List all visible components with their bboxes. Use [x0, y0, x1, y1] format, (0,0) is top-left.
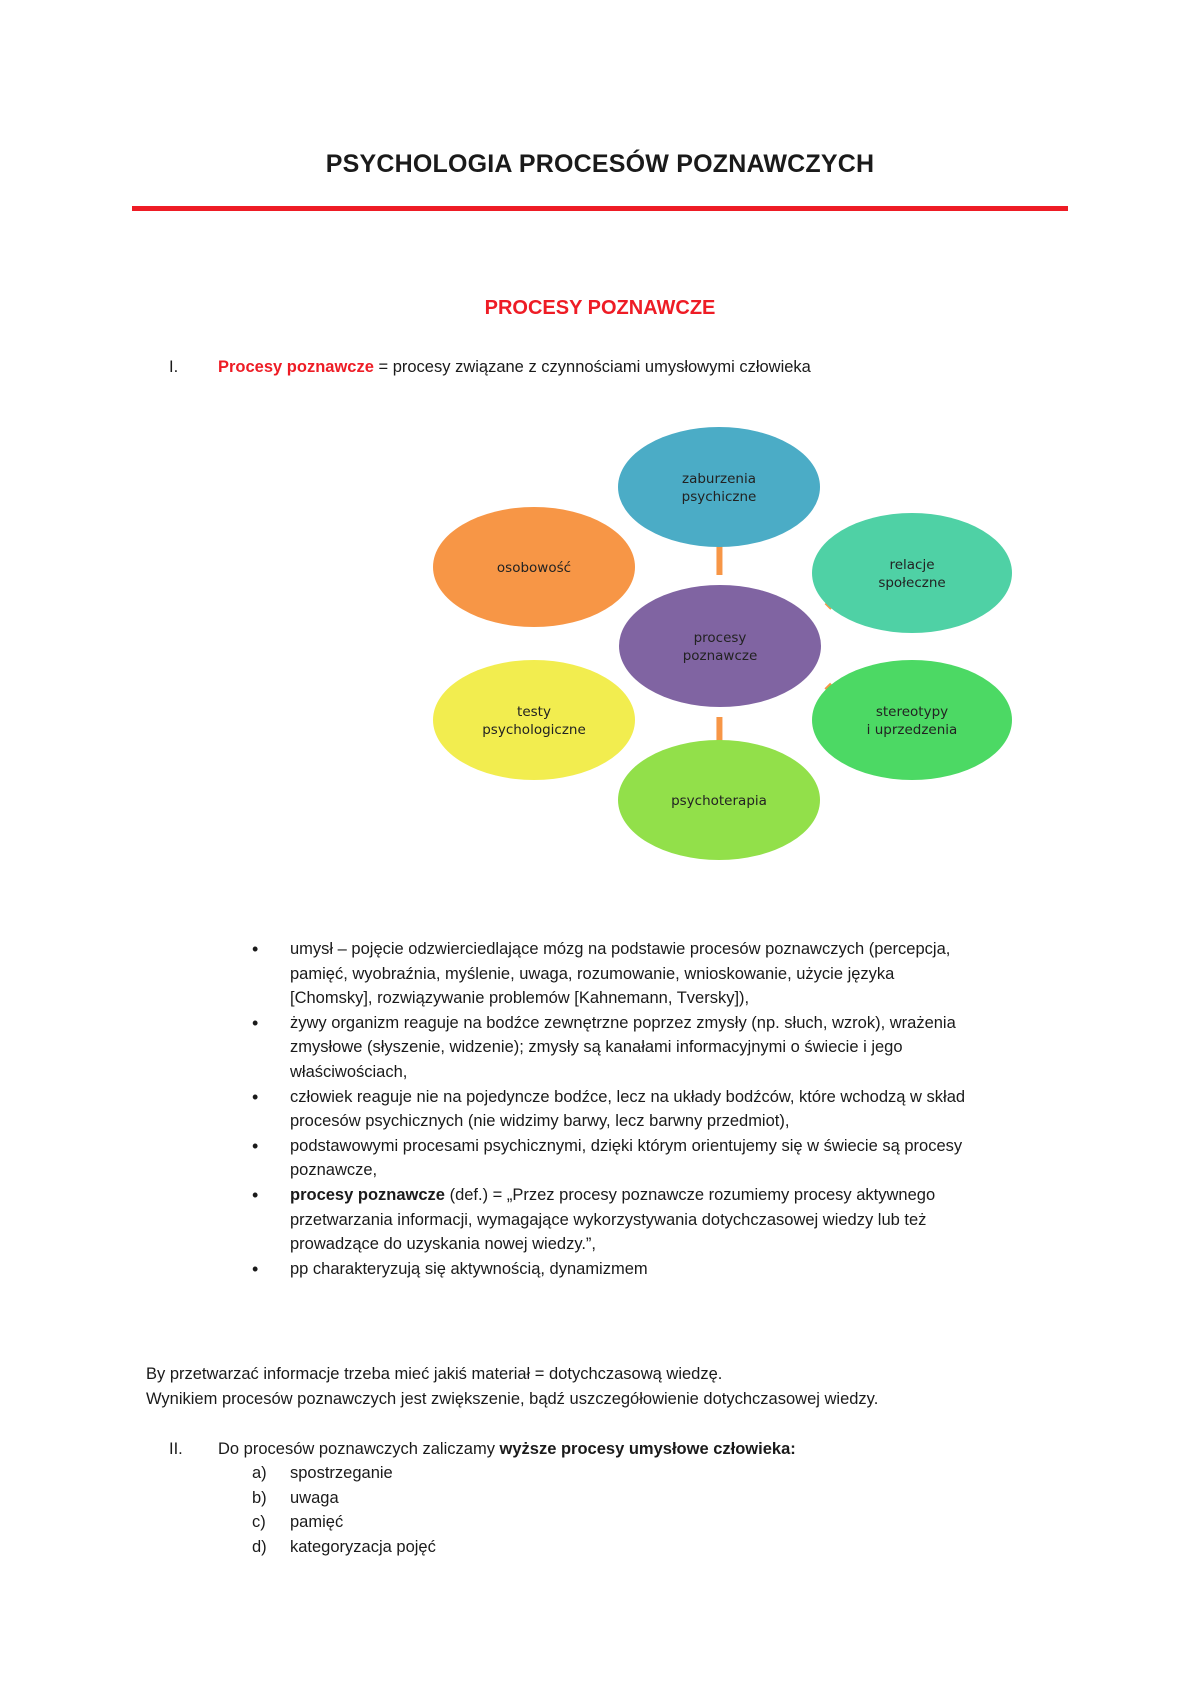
diagram-node-label: osobowość: [496, 560, 572, 576]
list-item: d) kategoryzacja pojęć: [252, 1537, 436, 1556]
diagram-node-label: stereotypy: [875, 704, 949, 720]
diagram-node: [433, 507, 635, 627]
bullet-list: [290, 937, 1080, 1281]
paragraph-1: By przetwarzać informacje trzeba mieć jakiś materiał = dotychczasową wiedzę.: [146, 1365, 723, 1383]
bullet-item-4: • podstawowymi procesami psychicznymi, dzięki którym orientujemy się w świecie są procesy poznawcze,: [290, 1134, 1080, 1183]
diagram-node: [433, 660, 635, 780]
title-underline: [132, 206, 1068, 211]
lettered-list: [252, 1461, 436, 1559]
cognitive-processes-diagram: [0, 420, 1200, 940]
diagram-center-label: poznawcze: [682, 648, 758, 664]
diagram-node: [812, 513, 1012, 633]
section-1-term: Procesy poznawcze: [218, 358, 374, 376]
section-2-intro: Do procesów poznawczych zaliczamy: [218, 1440, 500, 1458]
diagram-node-label: relacje: [889, 557, 935, 573]
bullet-item-1: • umysł – pojęcie odzwierciedlające mózg na podstawie procesów poznawczych (percepcja, pamięć, wyobraźnia, myślenie, uwaga, rozumowanie, wnioskowanie, użycie języka [Chomsky], rozwiązywanie problemów [Kahnemann, Tversky]),: [290, 937, 1080, 1011]
diagram-node-label: zaburzenia: [681, 471, 757, 487]
list-item: c) pamięć: [252, 1513, 344, 1532]
section-1-numeral: I.: [169, 358, 179, 376]
bullet-item-5: • procesy poznawcze (def.) = „Przez procesy poznawcze rozumiemy procesy aktywnego przetwarzania informacji, wymagające wykorzystywania dotychczasowej wiedzy lub też prowadzące do uzyskania nowej wiedzy.”,: [290, 1183, 1080, 1257]
section-1-definition: = procesy związane z czynnościami umysłowymi człowieka: [373, 358, 811, 376]
section-heading: PROCESY POZNAWCZE: [484, 297, 716, 319]
diagram-node-label: psychoterapia: [671, 793, 767, 809]
paragraph-2: Wynikiem procesów poznawczych jest zwiększenie, bądź uszczegółowienie dotychczasowej wiedzy.: [146, 1390, 879, 1408]
diagram-node: [618, 740, 820, 860]
bullet-item-6: • pp charakteryzują się aktywnością, dynamizmem: [290, 1257, 1080, 1282]
bullet-item-3: • człowiek reaguje nie na pojedyncze bodźce, lecz na układy bodźców, które wchodzą w skład procesów psychicznych (nie widzimy barwy, lecz barwny przedmiot),: [290, 1085, 1080, 1134]
diagram-node-label: społeczne: [878, 575, 946, 591]
document-title: PSYCHOLOGIA PROCESÓW POZNAWCZYCH: [325, 150, 875, 178]
definition-term: procesy poznawcze: [290, 1185, 445, 1204]
diagram-node-label: testy: [517, 704, 551, 720]
diagram-node: [618, 427, 820, 547]
list-item: b) uwaga: [252, 1488, 339, 1507]
bullet-item-2: • żywy organizm reaguje na bodźce zewnętrzne poprzez zmysły (np. słuch, wzrok), wrażenia zmysłowe (słyszenie, widzenie); zmysły są kanałami informacyjnymi o świecie i jego właściwościach,: [290, 1011, 1080, 1085]
section-2-intro-bold: wyższe procesy umysłowe człowieka:: [499, 1440, 796, 1458]
diagram-center-label: procesy: [693, 630, 747, 646]
section-2-numeral: II.: [169, 1440, 183, 1458]
diagram-node-label: psychologiczne: [482, 722, 586, 738]
diagram-node-label: psychiczne: [681, 489, 757, 505]
diagram-connector: [716, 545, 722, 575]
diagram-node: [812, 660, 1012, 780]
diagram-center-node: [619, 585, 821, 707]
list-item: a) spostrzeganie: [252, 1464, 393, 1482]
diagram-node-label: i uprzedzenia: [866, 722, 958, 738]
